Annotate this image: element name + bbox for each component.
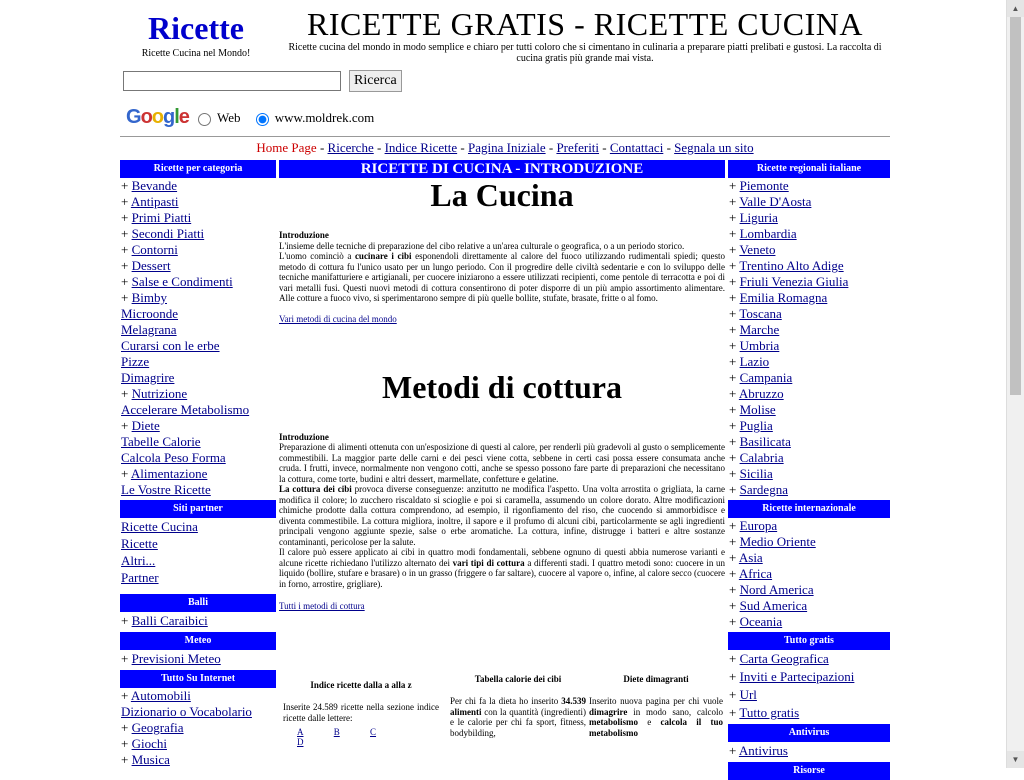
category-item [120,306,276,322]
region-link-lombardia[interactable]: Lombardia [739,226,797,241]
plus-icon: + [729,651,740,666]
nav-preferiti[interactable]: Preferiti [556,140,600,155]
plus-icon: + [729,370,740,385]
international-list [728,518,890,630]
category-link-curarsi-con-le-erbe[interactable]: Curarsi con le erbe [121,338,220,353]
plus-icon: + [729,566,739,581]
region-link-marche[interactable]: Marche [739,322,780,337]
cottura-p3-c: a differenti stadi. I quattro metodi sono: cuocere in un liquido (bollire, stufare e brasare) o in un grasso (friggere o far saltare), cuocere al vapore o, infine, al calore secco (cuocere in forno, arrostire, grigliare). [279,557,725,589]
plus-icon: + [121,226,132,241]
partner-item [120,518,276,535]
international-link-africa[interactable]: Africa [738,566,773,581]
categories-header: Ricette per categoria [120,160,276,178]
plus-icon: + [729,386,739,401]
category-link-alimentazione[interactable]: Alimentazione [130,466,208,481]
partner-link-partner[interactable]: Partner [121,570,159,585]
plus-icon: + [729,178,740,193]
cottura-p3-a: Il calore può essere applicato ai cibi in quattro modi fondamentali, sebbene ognuno di questi abbia numerose varianti e alcune ricette richiedano l'utilizzo alternato dei [279,547,725,568]
category-link-dimagrire[interactable]: Dimagrire [121,370,175,385]
antivirus-link-antivirus[interactable]: Antivirus [738,743,788,758]
plus-icon: + [121,613,132,628]
category-item [120,226,276,242]
plus-icon: + [729,614,740,629]
region-item [728,450,890,466]
region-item [728,306,890,322]
vertical-scrollbar[interactable] [1006,0,1024,768]
partner-item [120,552,276,569]
indice-title: Indice ricette dalla a alla z [310,680,412,690]
region-link-emilia-romagna[interactable]: Emilia Romagna [739,290,828,305]
plus-icon: + [121,752,132,767]
free-link-url[interactable]: Url [739,687,757,702]
intro2-label: Introduzione [279,431,329,442]
region-link-calabria[interactable]: Calabria [739,450,784,465]
nav-ricerche[interactable]: Ricerche [327,140,374,155]
plus-icon: + [729,210,740,225]
region-link-liguria[interactable]: Liguria [739,210,778,225]
antivirus-header: Antivirus [728,724,890,742]
region-link-abruzzo[interactable]: Abruzzo [738,386,784,401]
plus-icon: + [729,338,740,353]
nav-pagina-iniziale[interactable]: Pagina Iniziale [467,140,546,155]
plus-icon: + [729,226,740,241]
diete-text: Inserito nuova pagina per chi vuole dimagrire in modo sano, calcolo metabolismo e calcola il tuo metabolismo [589,696,723,738]
internet-item [120,736,276,752]
diete-title: Diete dimagranti [623,674,689,684]
meteo-list [120,650,276,668]
box-indice [283,680,439,747]
letters [283,727,439,747]
category-link-antipasti[interactable]: Antipasti [130,194,179,209]
balli-item [120,612,276,630]
search-button[interactable]: Ricerca [349,70,402,92]
plus-icon: + [121,290,132,305]
internet-link-dizionario-o-vocabolario[interactable]: Dizionario o Vocabolario [121,704,252,719]
region-link-trentino-alto-adige[interactable]: Trentino Alto Adige [739,258,844,273]
region-item [728,242,890,258]
box-diete [589,674,723,738]
region-link-basilicata[interactable]: Basilicata [739,434,791,449]
category-link-diete[interactable]: Diete [131,418,160,433]
heading-metodi-cottura: Metodi di cottura [382,368,622,405]
category-item [120,402,276,418]
region-link-puglia[interactable]: Puglia [739,418,773,433]
region-link-sardegna[interactable]: Sardegna [739,482,788,497]
plus-icon: + [729,322,740,337]
letter-a[interactable]: A [297,727,304,737]
plus-icon: + [729,354,740,369]
category-item [120,434,276,450]
intro-section [279,230,725,304]
scroll-up-arrow-icon[interactable]: ▲ [1007,0,1024,17]
nav-home[interactable]: Home Page [256,140,317,155]
international-item [728,518,890,534]
radio-web-label[interactable]: Web [198,110,241,125]
international-item [728,614,890,630]
category-item [120,450,276,466]
category-item [120,338,276,354]
balli-list [120,612,276,630]
plus-icon: + [121,418,132,433]
intro-p1: L'insieme delle tecniche di preparazione del cibo relative a un'area culturale o geografica, o a un periodo storico. [279,240,685,251]
free-list [728,650,890,722]
region-link-valle-d-aosta[interactable]: Valle D'Aosta [739,194,812,209]
free-item [728,668,890,686]
plus-icon: + [729,466,740,481]
antivirus-item [728,742,890,760]
category-link-accelerare-metabolismo[interactable]: Accelerare Metabolismo [121,402,250,417]
plus-icon: + [729,598,740,613]
logo-subtitle: Ricette Cucina nel Mondo! [141,48,251,59]
plus-icon: + [121,688,131,703]
plus-icon: + [729,434,740,449]
region-link-friuli-venezia-giulia[interactable]: Friuli Venezia Giulia [739,274,849,289]
region-item [728,418,890,434]
free-item [728,704,890,722]
partner-link-ricette-cucina[interactable]: Ricette Cucina [121,519,198,534]
category-item [120,482,276,498]
plus-icon: + [121,178,132,193]
region-item [728,194,890,210]
category-item [120,322,276,338]
region-item [728,466,890,482]
category-link-calcola-peso-forma[interactable]: Calcola Peso Forma [121,450,226,465]
internet-item [120,688,276,704]
region-link-toscana[interactable]: Toscana [739,306,782,321]
region-item [728,322,890,338]
meteo-link-previsioni-meteo[interactable]: Previsioni Meteo [131,651,221,666]
meteo-item [120,650,276,668]
region-item [728,290,890,306]
international-item [728,566,890,582]
category-link-dessert[interactable]: Dessert [131,258,171,273]
category-item [120,194,276,210]
search-form [123,70,402,92]
calorie-title: Tabella calorie dei cibi [474,674,562,684]
region-item [728,274,890,290]
partner-list [120,518,276,586]
plus-icon: + [729,687,740,702]
internet-link-musica[interactable]: Musica [131,752,170,767]
plus-icon: + [729,402,740,417]
category-link-secondi-piatti[interactable]: Secondi Piatti [131,226,205,241]
site-title: RICETTE GRATIS - RICETTE CUCINA [307,6,863,42]
category-link-tabelle-calorie[interactable]: Tabelle Calorie [121,434,201,449]
partner-header: Siti partner [120,500,276,518]
logo[interactable] [120,10,272,60]
plus-icon: + [729,550,739,565]
free-item [728,686,890,704]
internet-link-geografia[interactable]: Geografia [131,720,184,735]
region-item [728,370,890,386]
partner-link-ricette[interactable]: Ricette [121,536,158,551]
category-item [120,386,276,402]
category-item [120,466,276,482]
category-link-microonde[interactable]: Microonde [121,306,179,321]
plus-icon: + [729,290,740,305]
international-item [728,534,890,550]
internet-header: Tutto Su Internet [120,670,276,688]
plus-icon: + [121,736,132,751]
category-link-primi-piatti[interactable]: Primi Piatti [131,210,192,225]
region-item [728,258,890,274]
box-calorie [450,674,586,738]
letter-b[interactable]: B [333,727,340,737]
category-link-bimby[interactable]: Bimby [131,290,167,305]
region-item [728,226,890,242]
cottura-p3-b: vari tipi di cottura [452,557,525,568]
risorse-header: Risorse [728,762,890,780]
category-item [120,242,276,258]
free-link-tutto-gratis[interactable]: Tutto gratis [739,705,800,720]
plus-icon: + [729,534,740,549]
radio-site-label[interactable]: www.moldrek.com [256,110,375,125]
region-item [728,386,890,402]
left-sidebar [120,160,276,768]
category-item [120,290,276,306]
category-item [120,258,276,274]
letter-c[interactable]: C [370,727,377,737]
region-item [728,434,890,450]
plus-icon: + [729,450,740,465]
plus-icon: + [729,482,740,497]
right-sidebar [728,160,890,780]
category-link-nutrizione[interactable]: Nutrizione [131,386,188,401]
top-navigation: Home Page - Ricerche - Indice Ricette - Pagina Iniziale - Preferiti - Contattaci - Segnala un sito [256,140,754,155]
plus-icon: + [729,669,740,684]
international-link-europa[interactable]: Europa [739,518,778,533]
free-link-carta-geografica[interactable]: Carta Geografica [739,651,829,666]
partner-item [120,535,276,552]
region-item [728,482,890,498]
intro-label: Introduzione [279,230,329,240]
internet-item [120,704,276,720]
radio-site[interactable] [256,113,269,126]
plus-icon: + [121,242,132,257]
category-item [120,178,276,194]
nav-indice[interactable]: Indice Ricette [384,140,458,155]
international-header: Ricette internazionale [728,500,890,518]
category-link-pizze[interactable]: Pizze [121,354,150,369]
regional-list [728,178,890,498]
plus-icon: + [121,210,132,225]
international-link-oceania[interactable]: Oceania [739,614,783,629]
category-item [120,418,276,434]
internet-item [120,720,276,736]
cottura-p1: Preparazione di alimenti ottenuta con un'esposizione di questi al calore, per renderli più gradevoli al gusto o semplicemente commestibili. La maggior parte delle carni e dei pesci viene cotta, sebbene in certi casi possa essere consumata anche cruda. I frutti, invece, normalmente non vengono cotti, anche se spesso possono fare parte di preparazioni che necessitano la cottura, come torte, budini e altri dessert, marmellate, confetture e gelatine. [279,442,725,484]
balli-link-balli-caraibici[interactable]: Balli Caraibici [131,613,208,628]
region-link-sicilia[interactable]: Sicilia [739,466,773,481]
category-item [120,210,276,226]
calorie-text: Per chi fa la dieta ho inserito 34.539 alimenti con la quantità (ingredienti) e le calorie per chi fa sport, fitness, bodybilding, [450,696,586,738]
partner-link-altri[interactable]: Altri... [121,553,156,568]
letter-d[interactable]: D [297,737,304,747]
plus-icon: + [729,582,740,597]
free-link-inviti-e-partecipazioni[interactable]: Inviti e Partecipazioni [739,669,855,684]
link-metodi-cucina[interactable]: Vari metodi di cucina del mondo [279,313,397,324]
plus-icon: + [729,258,740,273]
plus-icon: + [729,306,740,321]
logo-title[interactable]: Ricette [148,10,244,46]
international-link-nord-america[interactable]: Nord America [739,582,814,597]
categories-list [120,178,276,498]
site-description: Ricette cucina del mondo in modo semplice e chiaro per tutti coloro che si cimentano in culinaria a preparare piatti prelibati e gustosi. La raccolta di cucina gratis più grande mai vista. [288,42,882,64]
region-link-veneto[interactable]: Veneto [739,242,776,257]
region-item [728,338,890,354]
free-header: Tutto gratis [728,632,890,650]
category-link-melagrana[interactable]: Melagrana [121,322,177,337]
plus-icon: + [729,518,740,533]
indice-text: Inserite 24.589 ricette nella sezione indice ricette dalle lettere: [283,702,439,723]
region-link-lazio[interactable]: Lazio [739,354,770,369]
google-logo: Google [126,106,189,128]
plus-icon: + [729,418,740,433]
cottura-p2-a: La cottura dei cibi [279,484,352,494]
nav-segnala[interactable]: Segnala un sito [674,140,754,155]
antivirus-list [728,742,890,760]
internet-link-automobili[interactable]: Automobili [130,688,191,703]
plus-icon: + [121,258,132,273]
plus-icon: + [121,386,132,401]
partner-item [120,569,276,586]
region-item [728,354,890,370]
region-item [728,210,890,226]
intro-p2-c: esponendoli direttamente al calore del fuoco utilizzando rudimentali spiedi; questo metodo di cottura fu l'unico usato per un lungo periodo. Con il progredire delle civiltà sedentarie e con lo sviluppo delle tecniche manifatturiere e artigianali, per cuocere iniziarono a essere utilizzati recipienti, come pentole di terracotta e poi di vari metalli fusi. Questi nuovi metodi di cottura consentirono di poter disporre di un più ampio assortimento alimentare. Alle cotture a fuoco vivo, si sperimentarono sempre di più quelle bollite, stufate, brasate, fritte o al fomo. [279,251,725,303]
intro-p2-a: L'uomo cominciò a [279,251,355,261]
region-link-piemonte[interactable]: Piemonte [739,178,789,193]
category-link-salse-e-condimenti[interactable]: Salse e Condimenti [131,274,233,289]
category-link-le-vostre-ricette[interactable]: Le Vostre Ricette [121,482,211,497]
region-link-molise[interactable]: Molise [739,402,776,417]
search-scope [198,110,386,126]
main-content [279,160,725,747]
region-item [728,178,890,194]
meteo-header: Meteo [120,632,276,650]
international-item [728,598,890,614]
plus-icon: + [121,274,132,289]
intro-p2-b: cucinare i cibi [354,251,412,261]
plus-icon: + [121,720,132,735]
international-link-sud-america[interactable]: Sud America [739,598,808,613]
radio-web[interactable] [198,113,211,126]
plus-icon: + [729,274,740,289]
international-link-asia[interactable]: Asia [738,550,763,565]
cottura-p2-b: provoca diverse conseguenze: anzitutto ne modifica l'aspetto. Una volta arrostita o grigliata, la carne modifica il colore; lo zucchero riscaldato si scioglie e poi si caramella, assumendo un colore dorato. Altre modificazioni chimiche prodotte dalla cottura comprendono, ad esempio, il rigonfiamento del riso, che cuocendo si ammorbidisce e diventa commestibile. La cottura migliora, inoltre, il sapore e il profumo di alcuni cibi, particolarmente se agli ingredienti principali vengono aggiunte spezie, salse o erbe aromatiche. La cottura, infine, distrugge i batteri e altre sostanze contaminanti, pericolose per la salute. [279,484,725,547]
region-link-umbria[interactable]: Umbria [739,338,780,353]
region-item [728,402,890,418]
search-input[interactable] [123,71,341,91]
plus-icon: + [729,743,739,758]
divider [120,136,890,137]
internet-list [120,688,276,768]
international-item [728,582,890,598]
international-link-medio-oriente[interactable]: Medio Oriente [739,534,816,549]
scroll-down-arrow-icon[interactable]: ▼ [1007,751,1024,768]
category-item [120,354,276,370]
plus-icon: + [729,194,740,209]
internet-link-giochi[interactable]: Giochi [131,736,167,751]
plus-icon: + [121,651,132,666]
category-link-contorni[interactable]: Contorni [131,242,178,257]
content-header: RICETTE DI CUCINA - INTRODUZIONE [279,160,725,178]
internet-item [120,752,276,768]
category-link-bevande[interactable]: Bevande [131,178,178,193]
regional-header: Ricette regionali italiane [728,160,890,178]
heading-la-cucina: La Cucina [430,177,574,213]
category-item [120,274,276,290]
cottura-section [279,432,725,590]
category-item [120,370,276,386]
plus-icon: + [729,705,740,720]
scrollbar-thumb[interactable] [1010,17,1021,395]
plus-icon: + [729,242,740,257]
international-item [728,550,890,566]
link-tutti-metodi[interactable]: Tutti i metodi di cottura [279,601,365,611]
region-link-campania[interactable]: Campania [739,370,793,385]
plus-icon: + [121,466,131,481]
plus-icon: + [121,194,131,209]
balli-header: Balli [120,594,276,612]
free-item [728,650,890,668]
nav-contattaci[interactable]: Contattaci [609,140,664,155]
